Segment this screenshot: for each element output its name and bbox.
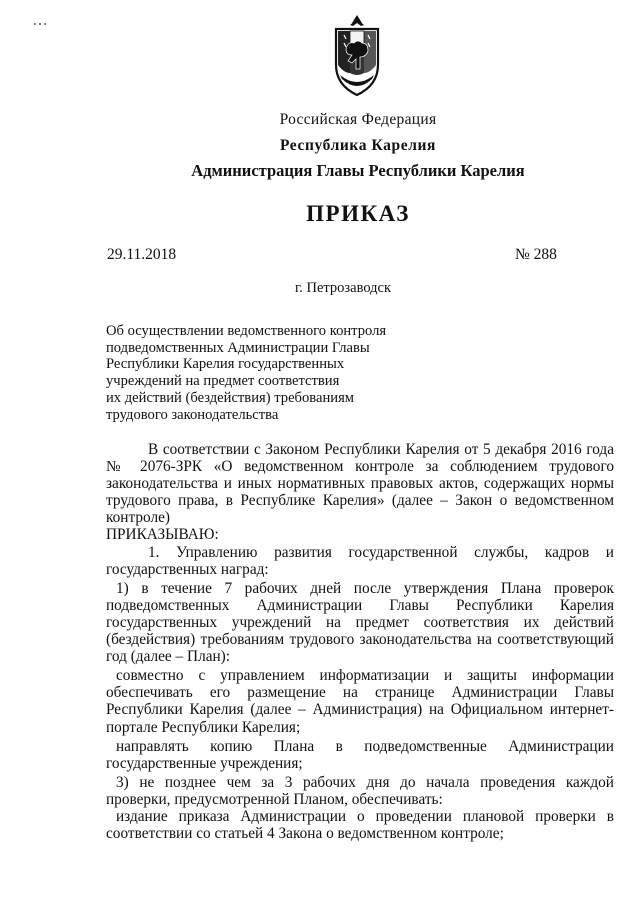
document-subject (106, 323, 406, 423)
body-line: соответствии со статьей 4 Закона о ведомственном контроле; (106, 825, 504, 843)
document-body (106, 441, 614, 842)
administration-name: Администрация Главы Республики Карелия (191, 161, 525, 180)
subject-line: подведомственных Администрации Главы (106, 339, 370, 356)
body-line: В соответствии с Законом Республики Карелия от 5 декабря 2016 года (148, 441, 614, 458)
body-line: совместно с управлением информатизации и защиты информации (116, 667, 614, 685)
body-line: ПРИКАЗЫВАЮ: (106, 526, 219, 544)
coat-of-arms-icon (330, 13, 384, 97)
body-line: обеспечивать его размещение на странице Администрации Главы (106, 684, 614, 702)
subject-line: Об осуществлении ведомственного контроля (106, 323, 387, 339)
body-line: государственных наград: (106, 560, 269, 578)
body-line: подведомственных Администрации Главы Республики Карелия (106, 596, 614, 614)
subject-line: их действий (бездействия) требованиям (106, 389, 355, 406)
body-line: 1. Управлению развития государственной службы, кадров и (148, 543, 614, 561)
scan-artifact (34, 12, 52, 16)
body-line: государственные учреждения; (106, 754, 303, 772)
body-line: направлять копию Плана в подведомственные Администрации (116, 737, 614, 755)
body-line: 3) не позднее чем за 3 рабочих дня до начала проведения каждой (116, 773, 614, 791)
body-line: государственных учреждений на предмет соответствия их действий (106, 613, 614, 631)
body-line: законодательства и иных нормативных правовых актов, содержащих нормы (106, 475, 614, 493)
body-line: год (далее – План): (106, 648, 231, 666)
subject-line: трудового законодательства (106, 406, 279, 423)
republic-name: Республика Карелия (279, 137, 437, 154)
body-line: № 2076-ЗРК «О ведомственном контроле за соблюдением трудового (106, 458, 614, 476)
country-name: Российская Федерация (279, 111, 437, 128)
body-line: трудового права, в Республике Карелия» (далее – Закон о ведомственном (106, 492, 614, 510)
document-type-title: ПРИКАЗ (306, 201, 410, 226)
body-line: портале Республики Карелия; (106, 718, 301, 736)
subject-line: Республики Карелия государственных (106, 356, 345, 373)
body-line: издание приказа Администрации о проведении плановой проверки в (116, 807, 614, 825)
document-date: 29.11.2018 (107, 246, 177, 263)
document-number: № 288 (515, 246, 557, 263)
body-line: (бездействия) требованиям трудового законодательства на соответствующий (106, 631, 614, 649)
document-city: г. Петрозаводск (294, 280, 392, 296)
body-line: 1) в течение 7 рабочих дней после утверждения Плана проверок (116, 579, 614, 597)
subject-line: учреждений на предмет соответствия (106, 373, 340, 390)
body-line: Республики Карелия (далее – Администрация) на Официальном интернет- (106, 701, 614, 719)
body-line: проверки, предусмотренной Планом, обеспечивать: (106, 790, 443, 808)
body-line: контроле) (106, 509, 170, 527)
